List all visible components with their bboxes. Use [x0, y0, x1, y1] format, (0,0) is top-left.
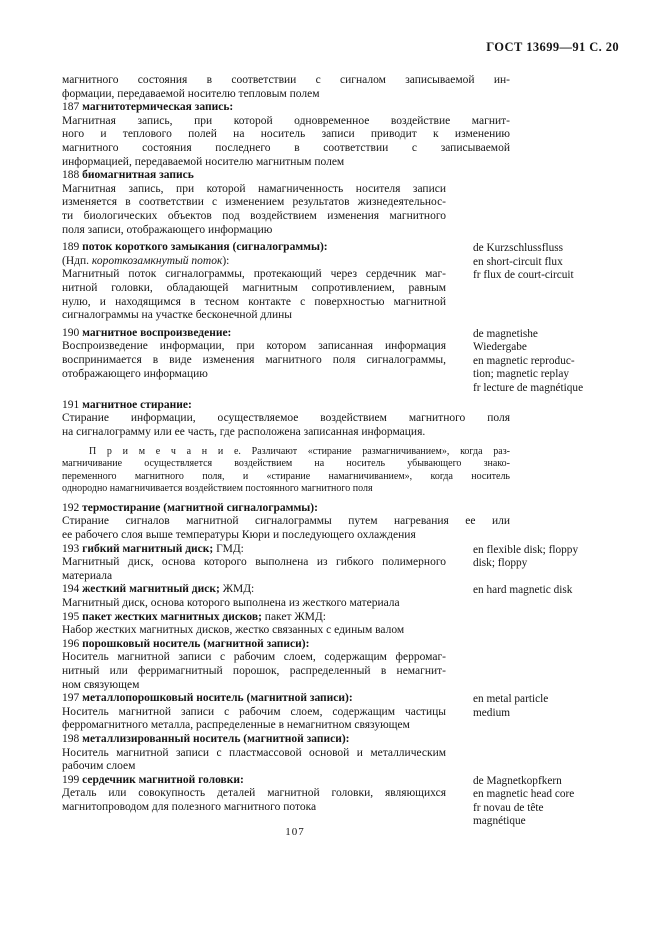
- text-segment: 196: [62, 637, 83, 650]
- text-line: [62, 101, 510, 115]
- paragraph-continuation: [62, 74, 620, 101]
- text-line: [62, 611, 446, 625]
- text-line: [62, 624, 446, 638]
- text-segment: 192: [62, 501, 83, 514]
- foreign-equivalents-column: [473, 544, 623, 571]
- foreign-equivalents-column: [473, 584, 623, 598]
- translation-line: de Magnetkopfkern: [473, 774, 562, 787]
- foreign-equivalents-column: [473, 693, 623, 720]
- translation-line: en hard magnetic disk: [473, 584, 573, 597]
- foreign-equivalents-column: [473, 242, 623, 283]
- text-line: [62, 354, 446, 368]
- term-entry-194: [62, 583, 620, 610]
- text-segment: Набор жестких магнитных дисков, жестко связанных с единым валом: [62, 624, 405, 637]
- text-segment: ):: [222, 254, 230, 267]
- text-segment: ферромагнитного металла, распределенные в немагнитном связующем: [62, 719, 410, 732]
- text-segment: 191: [62, 398, 83, 411]
- text-segment: ти биологических объектов под воздействием изменения магнитного: [62, 209, 446, 222]
- term-entry-188: [62, 169, 620, 237]
- text-segment: магнитопроводом для полезного магнитного потока: [62, 800, 317, 813]
- text-line: [62, 543, 446, 557]
- text-line: [62, 327, 446, 341]
- text-segment: сигналограммы на участке бесконечной длины: [62, 309, 292, 322]
- text-segment: (Ндп.: [62, 254, 92, 267]
- text-segment: Стирание сигналов магнитной сигналограммы путем нагревания ее или: [62, 515, 510, 528]
- text-segment: 189: [62, 241, 83, 254]
- text-segment: 193: [62, 542, 83, 555]
- text-line: [62, 570, 446, 584]
- text-segment: переменного магнитного поля, и «стирание намагничиванием», когда носитель: [62, 470, 510, 482]
- text-line: [62, 760, 446, 774]
- text-segment: 197: [62, 692, 83, 705]
- translation-line: en metal particle: [473, 693, 549, 706]
- text-segment: информацией, передаваемой носителю магнитным полем: [62, 155, 345, 168]
- translation-line: en magnetic head core: [473, 788, 575, 801]
- text-segment: материала: [62, 569, 113, 582]
- text-segment: Магнитный диск, основа которого выполнена из жесткого материала: [62, 597, 400, 610]
- term-name: пакет жестких магнитных дисков;: [82, 610, 262, 623]
- text-line: [62, 556, 446, 570]
- text-segment: Стирание информации, осуществляемое воздействием магнитного поля: [62, 412, 510, 425]
- text-segment: П р и м е ч а н и е. Различают «стирание размагничиванием», когда раз-: [89, 445, 510, 457]
- term-entry-195: [62, 611, 620, 638]
- term-entry-190: [62, 327, 620, 395]
- text-line: [62, 747, 446, 761]
- text-line: [62, 651, 446, 665]
- term-name: поток короткого замыкания (сигналограммы):: [82, 241, 328, 254]
- russian-text-column: [62, 169, 446, 237]
- text-line: [62, 88, 510, 102]
- text-line: [62, 368, 446, 382]
- russian-text-column: [62, 446, 510, 496]
- text-line: [62, 255, 446, 269]
- russian-text-column: [62, 638, 446, 692]
- text-segment: изменяется в соответствии с изменением результатов жизнедеятельнос-: [62, 196, 446, 209]
- text-line: [62, 412, 510, 426]
- text-segment: ЖМД:: [219, 583, 255, 596]
- term-entry-187: [62, 101, 620, 169]
- text-segment: формации, передаваемой носителю тепловым полем: [62, 87, 320, 100]
- text-line: [62, 706, 446, 720]
- term-name: гибкий магнитный диск;: [82, 542, 214, 555]
- text-line: [62, 665, 446, 679]
- text-segment: Воспроизведение информации, при котором записанная информация: [62, 340, 446, 353]
- text-segment: 188: [62, 169, 83, 182]
- text-line: [62, 638, 446, 652]
- text-line: [62, 774, 446, 788]
- term-entry-197: [62, 692, 620, 733]
- term-entry-199: [62, 774, 620, 828]
- text-line: [62, 446, 510, 459]
- text-line: [62, 515, 510, 529]
- text-segment: Магнитная запись, при которой намагниченность носителя записи: [62, 182, 446, 195]
- text-segment: однородно намагничивается воздействием постоянного магнитного поля: [62, 483, 373, 495]
- russian-text-column: [62, 399, 510, 440]
- text-segment: Носитель магнитной записи с рабочим слоем, содержащим ферромаг-: [62, 651, 446, 664]
- russian-text-column: [62, 101, 510, 169]
- translation-line: de magnetishe: [473, 327, 538, 340]
- text-line: [62, 115, 510, 129]
- text-segment: нитный или ферримагнитный порошок, распределенный в немагнит-: [62, 665, 446, 678]
- term-name: магнитное стирание:: [82, 398, 192, 411]
- term-name: металлопорошковый носитель (магнитной записи):: [82, 692, 353, 705]
- text-segment: 195: [62, 610, 83, 623]
- text-line: [62, 471, 510, 484]
- term-name: биомагнитная запись: [82, 169, 194, 182]
- text-line: [62, 597, 446, 611]
- russian-text-column: [62, 733, 446, 774]
- term-name: магнитотермическая запись:: [82, 101, 234, 114]
- text-line: [62, 142, 510, 156]
- russian-text-column: [62, 74, 510, 101]
- translation-line: fr flux de court-circuit: [473, 269, 574, 282]
- translation-line: en flexible disk; floppy: [473, 543, 579, 556]
- text-line: [62, 483, 510, 496]
- text-line: [62, 169, 446, 183]
- text-segment: на сигналограмму или ее часть, где расположена записанная информация.: [62, 425, 426, 438]
- entries: [62, 74, 620, 828]
- translation-line: tion; magnetic replay: [473, 368, 569, 381]
- term-entry-191: [62, 399, 620, 440]
- term-name: жесткий магнитный диск;: [82, 583, 220, 596]
- text-segment: 199: [62, 773, 83, 786]
- page-title: ГОСТ 13699—91 С. 20: [486, 40, 619, 54]
- text-line: [62, 241, 446, 255]
- text-segment: поля записи, отображающего информацию: [62, 223, 273, 236]
- text-line: [62, 340, 446, 354]
- translation-line: medium: [473, 706, 511, 719]
- text-segment: 194: [62, 583, 83, 596]
- russian-text-column: [62, 241, 446, 323]
- text-line: [62, 74, 510, 88]
- text-segment: магнитного состояния в соответствии с сигналом записываемой ин-: [62, 74, 510, 86]
- text-segment: Магнитный диск, основа которого выполнена из гибкого полимерного: [62, 556, 446, 569]
- note-paragraph: [62, 446, 620, 496]
- text-line: [62, 128, 510, 142]
- text-line: [62, 183, 446, 197]
- text-segment: Магнитный поток сигналограммы, протекающий через сердечник маг-: [62, 268, 446, 281]
- term-entry-196: [62, 638, 620, 692]
- text-segment: нитной головки, обладающей магнитным сопротивлением, равным: [62, 281, 446, 294]
- text-line: [62, 692, 446, 706]
- russian-text-column: [62, 774, 446, 815]
- text-segment: 190: [62, 326, 83, 339]
- text-segment: магнитного состояния последнего в соответствии с записываемой: [62, 141, 510, 154]
- text-segment: ГМД:: [213, 542, 244, 555]
- text-line: [62, 502, 510, 516]
- text-line: [62, 801, 446, 815]
- text-segment: пакет ЖМД:: [261, 610, 326, 623]
- text-line: [62, 787, 446, 801]
- text-segment: нулю, и находящимся в тесном контакте с поверхностью магнитной: [62, 295, 446, 308]
- text-line: [62, 196, 446, 210]
- term-name: термостирание (магнитной сигналограммы):: [82, 501, 318, 514]
- text-line: [62, 309, 446, 323]
- translation-line: fr novau de tête: [473, 801, 544, 814]
- text-line: [62, 426, 510, 440]
- text-segment: отображающего информацию: [62, 367, 208, 380]
- text-segment: Носитель магнитной записи с пластмассовой основой и металлическим: [62, 746, 446, 759]
- translation-line: en short-circuit flux: [473, 255, 563, 268]
- text-line: [62, 399, 510, 413]
- text-line: [62, 224, 446, 238]
- translation-line: fr lecture de magnétique: [473, 381, 584, 394]
- term-name: сердечник магнитной головки:: [82, 773, 244, 786]
- russian-text-column: [62, 611, 446, 638]
- text-line: [62, 156, 510, 170]
- foreign-equivalents-column: [473, 328, 623, 396]
- term-name: магнитное воспроизведение:: [82, 326, 232, 339]
- text-segment: магничивание осуществляется воздействием на носитель убывающего знако-: [62, 458, 510, 470]
- russian-text-column: [62, 502, 510, 543]
- russian-text-column: [62, 583, 446, 610]
- text-segment: воспринимается в виде изменения магнитного поля сигналограммы,: [62, 353, 446, 366]
- term-name: металлизированный носитель (магнитной записи):: [82, 733, 350, 745]
- text-line: [62, 458, 510, 471]
- text-line: [62, 282, 446, 296]
- text-segment: ного и теплового полей на носитель записи приводит к изменению: [62, 128, 510, 141]
- text-line: [62, 296, 446, 310]
- russian-text-column: [62, 327, 446, 381]
- term-entry-192: [62, 502, 620, 543]
- text-line: [62, 529, 510, 543]
- term-entry-189: [62, 241, 620, 323]
- text-segment: рабочим слоем: [62, 760, 136, 773]
- russian-text-column: [62, 543, 446, 584]
- translation-line: magnétique: [473, 815, 526, 828]
- russian-text-column: [62, 692, 446, 733]
- text-segment: 198: [62, 733, 83, 745]
- text-line: [62, 719, 446, 733]
- translation-line: Wiedergabe: [473, 341, 527, 354]
- text-segment: 187: [62, 101, 83, 114]
- term-entry-198: [62, 733, 620, 774]
- term-entry-193: [62, 543, 620, 584]
- text-line: [62, 679, 446, 693]
- text-segment: ном связующем: [62, 678, 140, 691]
- text-line: [62, 210, 446, 224]
- term-name: порошковый носитель (магнитной записи):: [82, 637, 310, 650]
- text-segment: Магнитная запись, при которой одновременное воздействие магнит-: [62, 114, 510, 127]
- translation-line: disk; floppy: [473, 557, 528, 570]
- page-number: 107: [285, 826, 305, 838]
- foreign-equivalents-column: [473, 775, 623, 829]
- term-synonym: короткозамкнутый поток: [91, 254, 223, 267]
- text-segment: Носитель магнитной записи с рабочим слоем, содержащим частицы: [62, 705, 446, 718]
- translation-line: de Kurzschlussfluss: [473, 242, 564, 255]
- text-line: [62, 733, 446, 747]
- translation-line: en magnetic reproduc-: [473, 354, 575, 367]
- text-segment: Деталь или совокупность деталей магнитной головки, являющихся: [62, 787, 446, 800]
- text-line: [62, 583, 446, 597]
- text-segment: ее рабочего слоя выше температуры Кюри и последующего охлаждения: [62, 529, 416, 542]
- text-line: [62, 268, 446, 282]
